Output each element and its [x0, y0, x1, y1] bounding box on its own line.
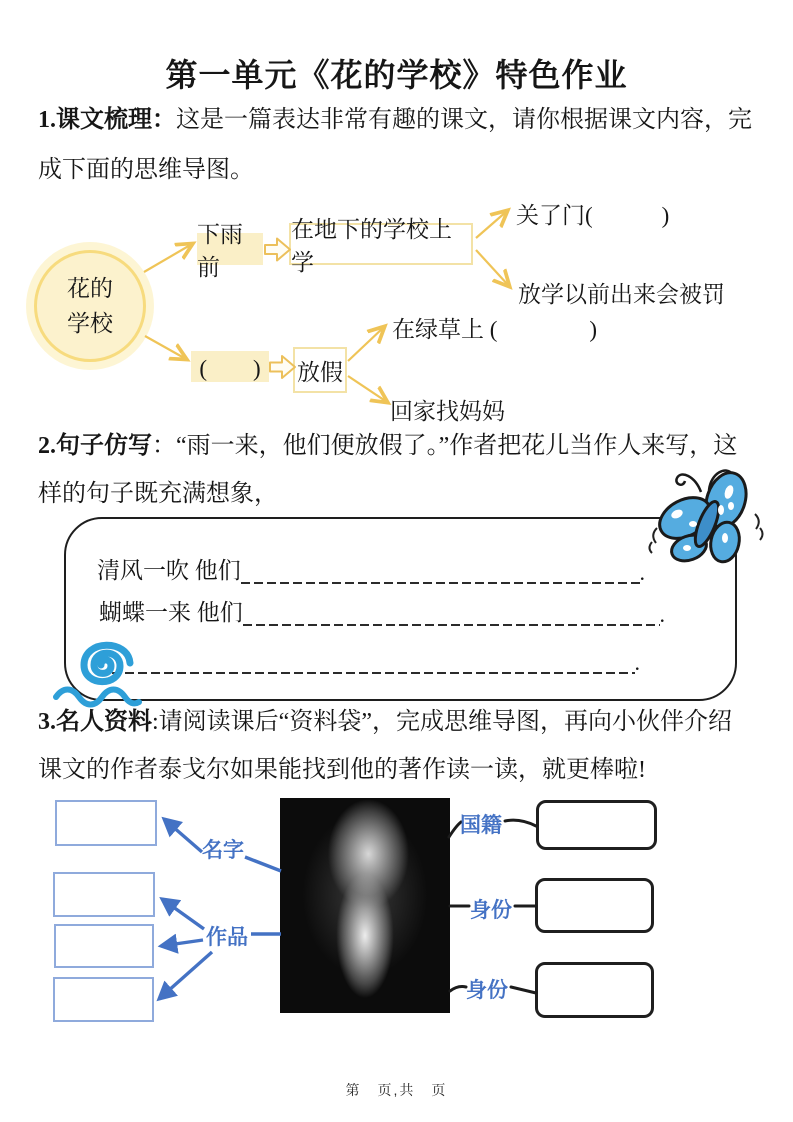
- section2-line2: 样的句子既充满想象，: [38, 481, 278, 507]
- root-label-line1: 花的: [67, 276, 113, 301]
- section1-line1-text: 这是一篇表达非常有趣的课文，请你根据课文内容，完: [176, 107, 752, 133]
- answer3-period: .: [634, 650, 640, 675]
- works-label: 作品: [206, 925, 248, 949]
- answer-slot-identity-2[interactable]: [535, 962, 654, 1018]
- mindmap-branch1-node: 在地下的学校上学: [289, 223, 473, 265]
- answer-slot-work-2[interactable]: [54, 924, 154, 968]
- identity-label-1: 身份: [470, 898, 512, 922]
- mindmap-branch2-node: 放假: [293, 347, 347, 393]
- answer2-prefix: 蝴蝶一来 他们: [99, 600, 243, 625]
- answer2-fill-line[interactable]: [243, 602, 660, 626]
- identity-label-2: 身份: [466, 978, 508, 1002]
- answer2-period: .: [659, 602, 665, 627]
- answer1-fill-line[interactable]: [241, 560, 640, 584]
- tagore-portrait-image: [280, 798, 450, 1013]
- answer-line-3: [112, 644, 640, 674]
- section2-line1: [38, 430, 768, 462]
- answer-slot-work-3[interactable]: [53, 977, 154, 1022]
- page-number-label: 第 页,共 页: [345, 1082, 448, 1098]
- mindmap-branch2-label-blank[interactable]: ( ): [191, 351, 269, 382]
- section2-heading: 2.句子仿写: [38, 433, 152, 459]
- section3-heading: 3.名人资料: [38, 709, 152, 735]
- answer1-period: .: [639, 560, 645, 585]
- section1-line1: [38, 104, 768, 136]
- section2-line1-text: ：“雨一来，他们便放假了。”作者把花儿当作人来写，这: [152, 433, 738, 459]
- answer3-fill-line[interactable]: [112, 650, 635, 674]
- answer-line-2: [99, 596, 665, 626]
- root-label-line2: 学校: [67, 311, 113, 336]
- mindmap-leaf-home: 回家找妈妈: [390, 399, 505, 424]
- mindmap-leaf-door[interactable]: 关了门( ): [516, 203, 670, 228]
- nationality-label: 国籍: [460, 813, 502, 837]
- answer-line-1: [97, 554, 645, 584]
- section3-line1-text: :请阅读课后“资料袋”，完成思维导图，再向小伙伴介绍: [152, 709, 732, 735]
- mindmap-leaf-grass[interactable]: 在绿草上 ( ): [392, 317, 598, 342]
- section1-line2: 成下面的思维导图。: [38, 157, 254, 183]
- answer-slot-name[interactable]: [55, 800, 157, 846]
- answer-slot-nationality[interactable]: [536, 800, 657, 850]
- section3-line2: 课文的作者泰戈尔如果能找到他的著作读一读，就更棒啦!: [38, 757, 646, 783]
- section1-heading: 1.课文梳理：: [38, 107, 176, 133]
- answer-slot-identity-1[interactable]: [535, 878, 654, 933]
- answer-slot-work-1[interactable]: [53, 872, 155, 917]
- mindmap-branch1-label: 下雨前: [197, 233, 263, 265]
- page-title: 第一单元《花的学校》特色作业: [165, 57, 628, 93]
- butterfly-icon: [641, 462, 773, 580]
- spiral-wave-icon: [44, 629, 154, 711]
- name-label: 名字: [202, 838, 244, 862]
- mindmap-leaf-punished: 放学以前出来会被罚: [518, 282, 725, 307]
- sentence-answer-box: [64, 517, 737, 701]
- mindmap-root-node: [34, 250, 146, 362]
- answer1-prefix: 清风一吹 他们: [97, 558, 241, 583]
